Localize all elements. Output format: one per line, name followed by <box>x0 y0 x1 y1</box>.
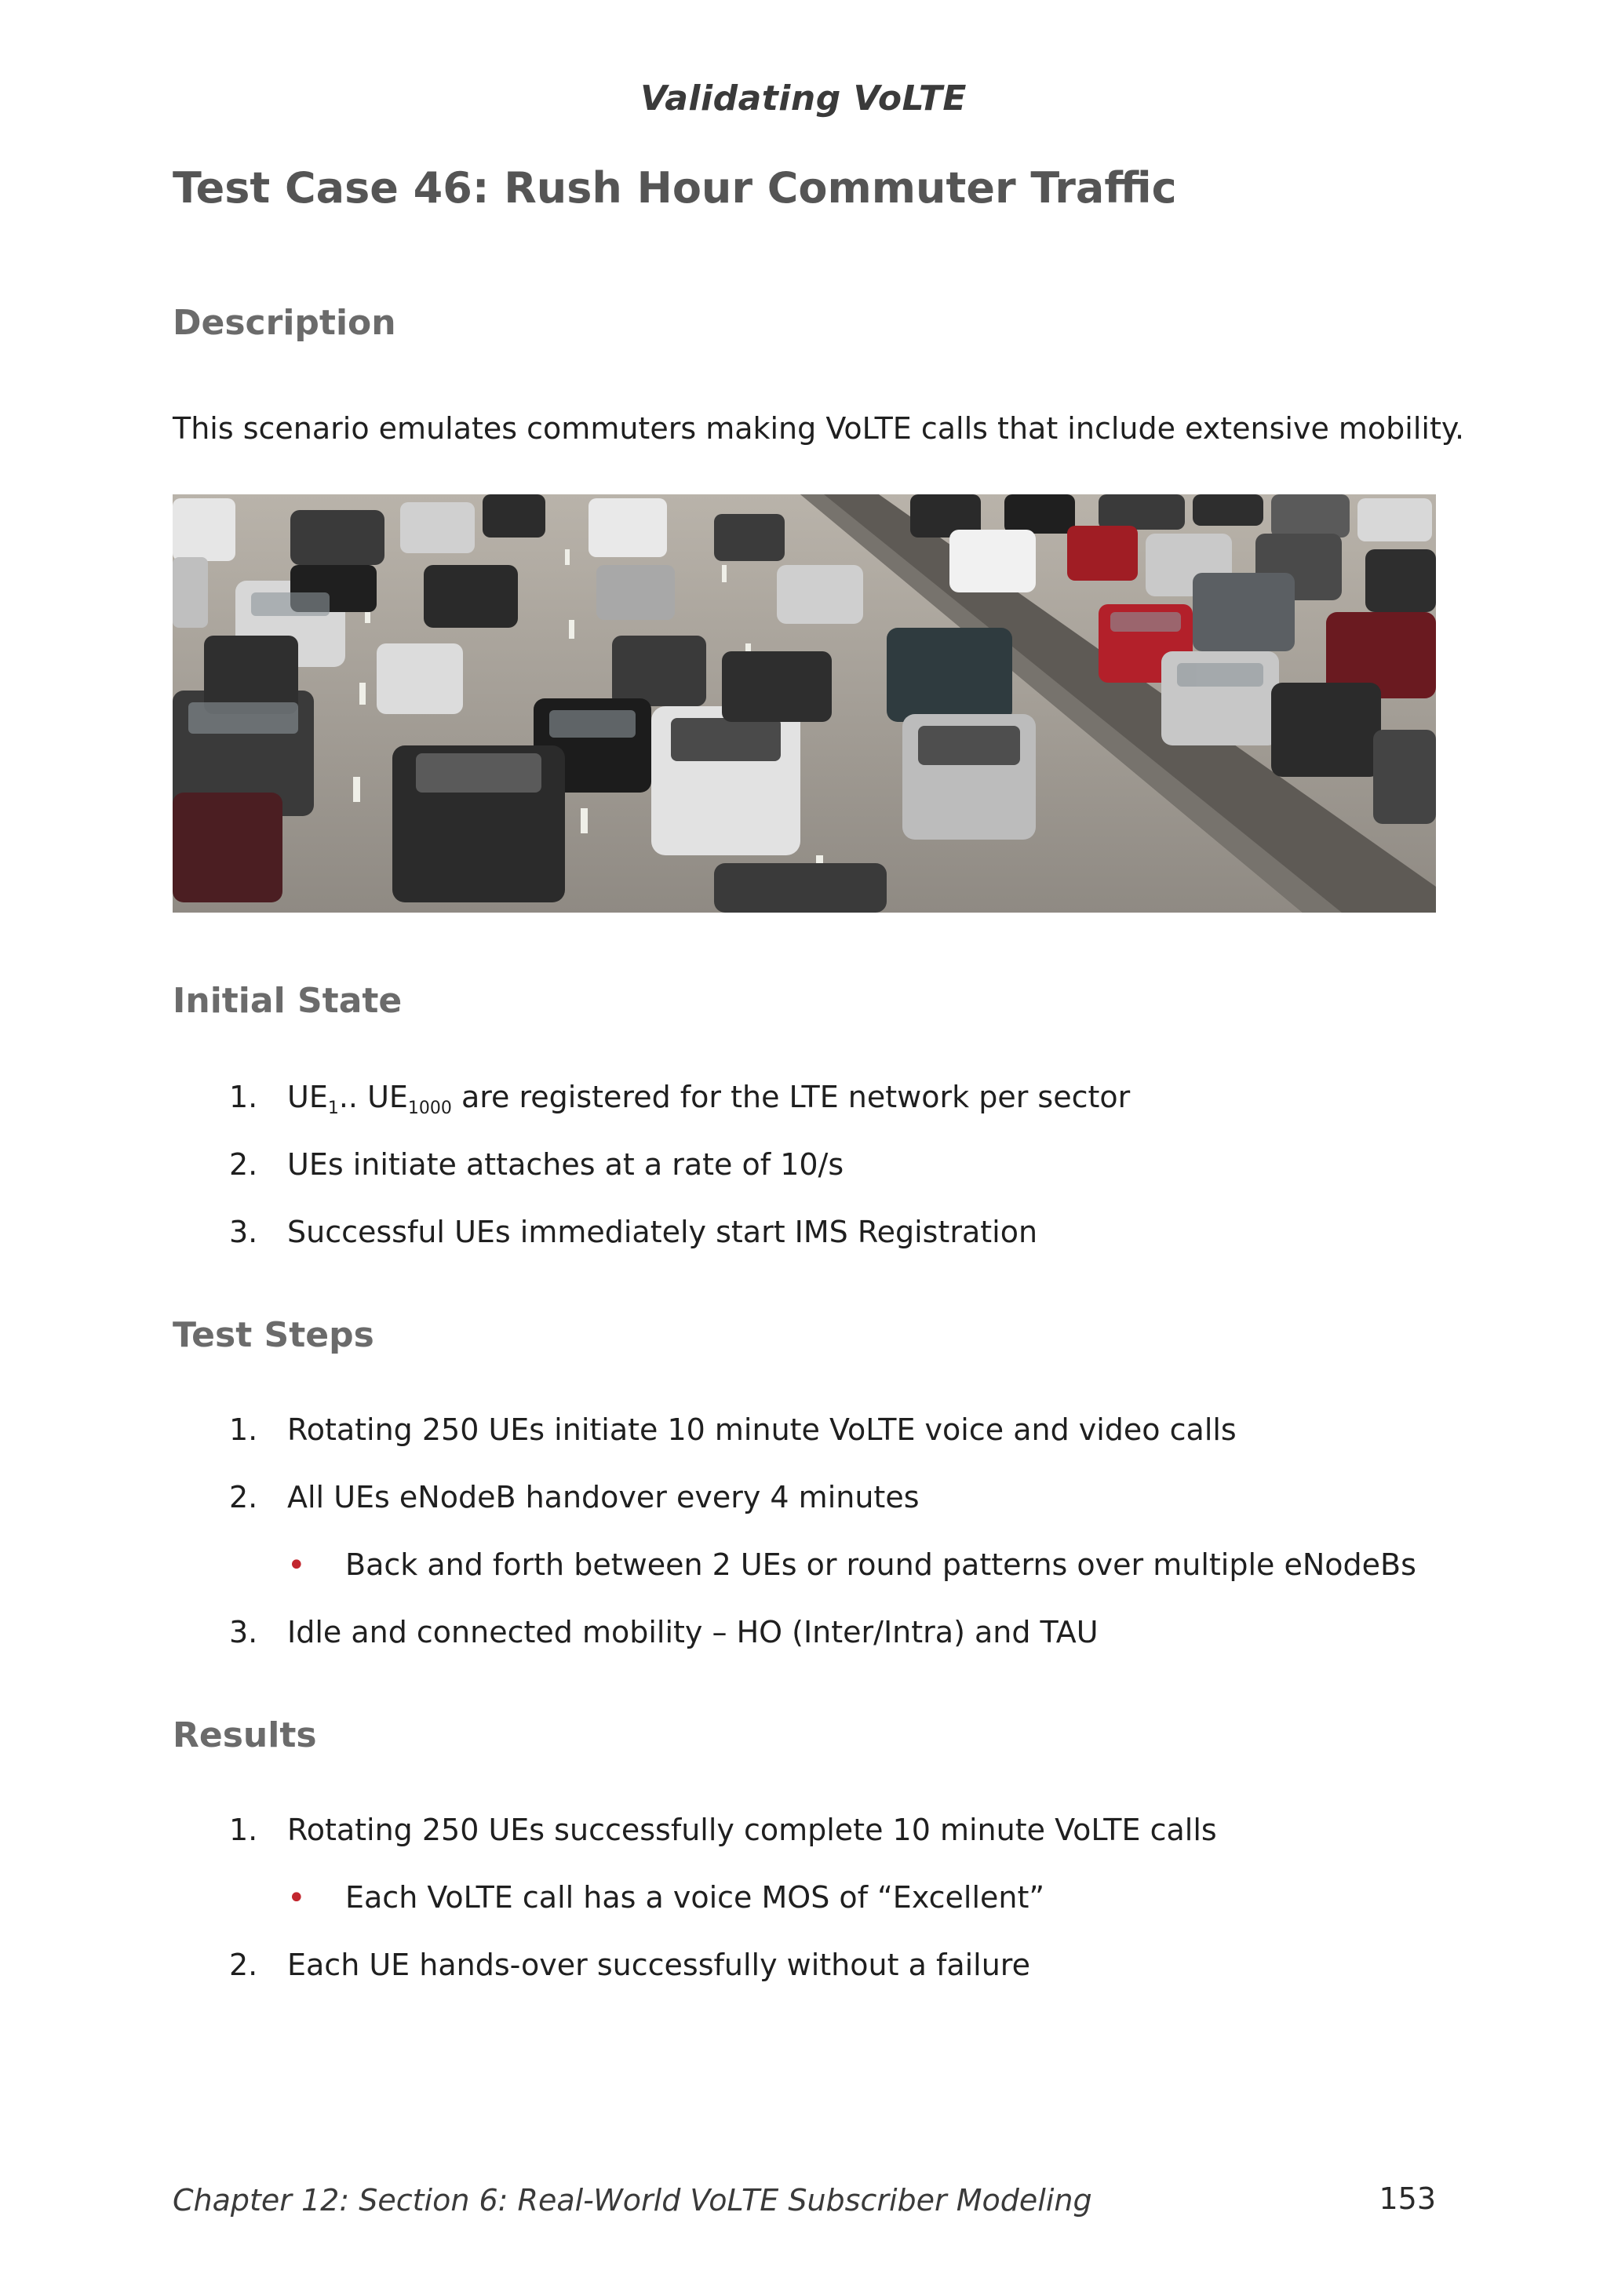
list-number: 1. <box>229 1813 258 1847</box>
page-number: 153 <box>1379 2181 1436 2216</box>
list-item <box>173 1147 1444 1194</box>
list-text: Each VoLTE call has a voice MOS of “Excellent” <box>345 1880 1045 1915</box>
list-text: Idle and connected mobility – HO (Inter/Intra) and TAU <box>287 1615 1099 1649</box>
list-item <box>173 1412 1444 1460</box>
highway-traffic-icon <box>173 494 1436 913</box>
list-item <box>173 1480 1444 1527</box>
page-title: Test Case 46: Rush Hour Commuter Traffic <box>173 163 1177 213</box>
description-heading: Description <box>173 303 396 343</box>
running-head: Validating VoLTE <box>640 78 967 118</box>
list-item <box>173 1615 1444 1662</box>
list-item <box>173 1215 1444 1262</box>
list-number: 2. <box>229 1147 258 1182</box>
test-steps-heading: Test Steps <box>173 1315 374 1355</box>
list-number: 2. <box>229 1948 258 1982</box>
list-number: 3. <box>229 1215 258 1249</box>
list-text: Successful UEs immediately start IMS Registration <box>287 1215 1038 1249</box>
list-item <box>173 1880 1444 1927</box>
bullet-icon: • <box>287 1547 306 1584</box>
list-text: UEs initiate attaches at a rate of 10/s <box>287 1147 844 1182</box>
footer-chapter: Chapter 12: Section 6: Real-World VoLTE Subscriber Modeling <box>173 2183 1092 2218</box>
highway-traffic-photo <box>173 494 1436 913</box>
list-number: 3. <box>229 1615 258 1649</box>
list-text: All UEs eNodeB handover every 4 minutes <box>287 1480 920 1514</box>
results-heading: Results <box>173 1715 317 1755</box>
list-text: $UE_1$.. $UE_{1000}$ are registered for the LTE network per sector <box>287 1080 1131 1118</box>
bullet-icon: • <box>287 1880 306 1916</box>
list-number: 1. <box>229 1412 258 1447</box>
list-text: Back and forth between 2 UEs or round patterns over multiple eNodeBs <box>345 1547 1416 1582</box>
list-item <box>173 1547 1444 1594</box>
list-item <box>173 1813 1444 1860</box>
list-number: 1. <box>229 1080 258 1114</box>
description-text: This scenario emulates commuters making VoLTE calls that include extensive mobility. <box>173 411 1465 446</box>
list-text: Rotating 250 UEs successfully complete 10 minute VoLTE calls <box>287 1813 1217 1847</box>
list-item <box>173 1948 1444 1995</box>
list-item <box>173 1080 1444 1127</box>
initial-state-heading: Initial State <box>173 981 403 1021</box>
list-text: Each UE hands-over successfully without a failure <box>287 1948 1030 1982</box>
list-number: 2. <box>229 1480 258 1514</box>
list-text: Rotating 250 UEs initiate 10 minute VoLTE voice and video calls <box>287 1412 1237 1447</box>
